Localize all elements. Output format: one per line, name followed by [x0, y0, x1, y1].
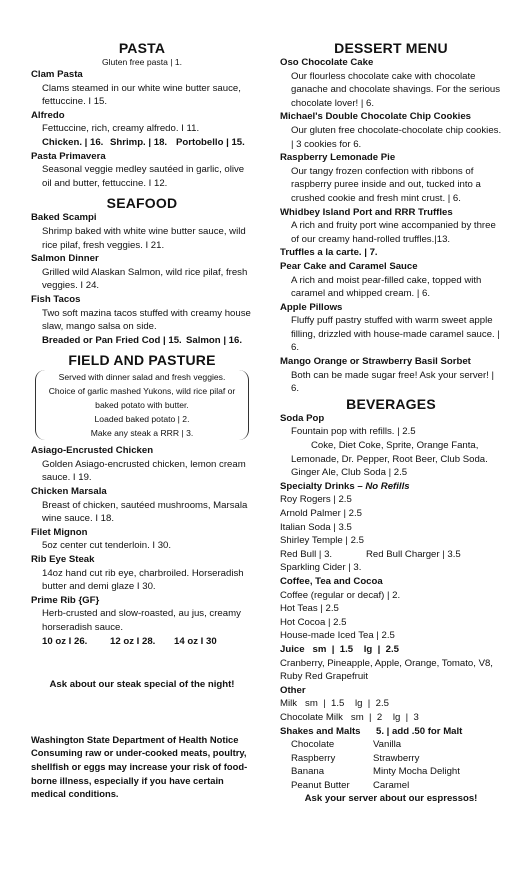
drink-line: Shirley Temple | 2.5	[280, 535, 364, 547]
item-desc: A rich and fruity port wine accompanied by three of our creamy hand-rolled truffles.|13.	[291, 220, 496, 245]
drink-line: Red Bull Charger | 3.5	[366, 548, 461, 560]
menu-item	[31, 109, 253, 150]
steak-special: Ask about our steak special of the night!	[49, 679, 235, 691]
option: Chicken. | 16.	[42, 136, 104, 148]
espresso-note: Ask your server about our espressos!	[304, 793, 478, 805]
item-name: Salmon Dinner	[31, 253, 99, 265]
item-desc: A rich and moist pear-filled cake, topped with caramel and whipped cream. | 6.	[291, 274, 482, 300]
left-column	[31, 40, 253, 801]
right-column	[280, 40, 502, 806]
sides-box	[35, 370, 249, 440]
shakes-price: 5. | add .50 for Malt	[376, 725, 463, 737]
item-name: Mango Orange or Strawberry Basil Sorbet	[280, 356, 471, 368]
item-name: Fish Tacos	[31, 293, 81, 305]
shake-flavors	[280, 738, 502, 792]
item-desc: Fluffy puff pastry stuffed with warm sweet apple filling, drizzled with house-made caramel sauce. | 6.	[291, 315, 500, 354]
menu-item	[280, 151, 502, 205]
item-name: Asiago-Encrusted Chicken	[31, 445, 154, 457]
item-name: Apple Pillows	[280, 301, 343, 313]
item-name: Filet Mignon	[31, 526, 88, 538]
option: 10 oz I 26.	[42, 635, 88, 647]
menu-item	[31, 211, 253, 252]
menu-item	[280, 260, 502, 301]
option: 12 oz I 28.	[110, 635, 156, 647]
item-name: Pear Cake and Caramel Sauce	[280, 260, 418, 272]
flavor: Vanilla	[373, 739, 402, 751]
item-desc: Our tangy frozen confection with ribbons of raspberry puree inside and out, tucked into a crushed cookie and fresh mint crust. | 6.	[291, 165, 481, 204]
menu-item	[280, 110, 502, 151]
drink-line: Hot Cocoa | 2.5	[280, 616, 347, 628]
soda-heading: Soda Pop	[280, 412, 325, 424]
other-heading: Other	[280, 684, 306, 696]
sides-line: Served with dinner salad and fresh veggies.	[58, 372, 226, 383]
menu-item	[280, 206, 502, 247]
flavor: Strawberry	[373, 752, 420, 764]
drink-line: Italian Soda | 3.5	[280, 521, 352, 533]
coffee-heading: Coffee, Tea and Cocoa	[280, 575, 383, 587]
menu-item	[31, 594, 253, 648]
flavor: Minty Mocha Delight	[373, 766, 460, 778]
item-desc: Our gluten free chocolate-chocolate chip cookies. | 3 cookies for 6.	[291, 124, 502, 150]
drink-line: House-made Iced Tea | 2.5	[280, 630, 395, 642]
item-desc: Two soft mazina tacos stuffed with creamy house slaw, mango salsa on side.	[42, 307, 251, 333]
item-name: Whidbey Island Port and RRR Truffles	[280, 206, 453, 218]
pasta-heading: PASTA	[118, 40, 166, 56]
flavor: Banana	[291, 766, 325, 778]
item-desc: Grilled wild Alaskan Salmon, wild rice pilaf, fresh veggies. I 24.	[42, 266, 248, 292]
item-desc: 5oz center cut tenderloin. I 30.	[42, 540, 172, 552]
flavor: Raspberry	[291, 752, 336, 764]
drink-line: Arnold Palmer | 2.5	[280, 508, 362, 519]
specialty-heading	[280, 480, 502, 494]
juice-heading: Juice sm | 1.5 lg | 2.5	[280, 643, 399, 655]
item-desc: Shrimp baked with white wine butter sauce, wild rice pilaf, fresh veggies. I 21.	[42, 225, 246, 251]
item-name: Chicken Marsala	[31, 486, 107, 498]
ginger-line: Ginger Ale, Club Soda | 2.5	[291, 467, 408, 479]
menu-item	[280, 56, 502, 110]
item-options	[31, 334, 253, 348]
item-desc: Clams steamed in our white wine butter sauce, fettuccine. I 15.	[42, 82, 241, 108]
seafood-heading: SEAFOOD	[106, 195, 178, 212]
item-desc: Our flourless chocolate cake with chocolate ganache and chocolate shavings. For the serious chocolate lover! | 6.	[291, 70, 501, 109]
menu-item	[280, 301, 502, 355]
dessert-heading: DESSERT MENU	[334, 40, 448, 56]
option: Breaded or Pan Fried Cod | 15.	[42, 334, 182, 346]
item-name: Clam Pasta	[31, 69, 83, 80]
menu-item	[31, 444, 253, 485]
field-heading: FIELD AND PASTURE	[68, 352, 216, 369]
drink-line: Chocolate Milk sm | 2 lg | 3	[280, 711, 419, 723]
redbull-row	[280, 548, 502, 562]
option: Portobello | 15.	[176, 136, 245, 148]
specialty-title: Specialty Drinks –	[280, 480, 366, 492]
item-options	[31, 635, 253, 649]
item-options	[31, 136, 253, 150]
drink-line: Milk sm | 1.5 lg | 2.5	[280, 698, 389, 710]
option: Shrimp. | 18.	[110, 136, 168, 148]
menu-item	[31, 553, 253, 594]
gluten-free-note: Gluten free pasta | 1.	[101, 57, 183, 67]
flavor: Caramel	[373, 779, 410, 791]
item-name: Alfredo	[31, 109, 65, 121]
sides-line: Loaded baked potato | 2.	[94, 414, 190, 425]
item-name: Pasta Primavera	[31, 150, 106, 162]
item-name: Rib Eye Steak	[31, 554, 95, 566]
health-notice: Washington State Department of Health Notice Consuming raw or under-cooked meats, poultry, shellfish or eggs may increase your risk of food-borne illness, especially if you have certain medical conditions.	[31, 733, 248, 800]
menu-item	[31, 150, 253, 191]
item-desc: Herb-crusted and slow-roasted, au jus, creamy horseradish sauce.	[42, 608, 241, 633]
item-name: Prime Rib {GF}	[31, 594, 100, 606]
sides-line: Choice of garlic mashed Yukons, wild rice pilaf or baked potato with butter.	[48, 386, 236, 411]
item-name: Raspberry Lemonade Pie	[280, 152, 396, 164]
item-name: Michael's Double Chocolate Chip Cookies	[280, 111, 471, 123]
specialty-note: No Refills	[365, 480, 410, 492]
drink-line: Red Bull | 3.	[280, 548, 333, 560]
fountain-line: Fountain pop with refills. | 2.5	[291, 426, 416, 438]
menu-item	[31, 252, 253, 293]
shakes-title: Shakes and Malts	[280, 725, 361, 737]
drink-line: Sparkling Cider | 3.	[280, 562, 362, 574]
flavor: Peanut Butter	[291, 779, 350, 791]
sides-line: Make any steak a RRR | 3.	[90, 428, 194, 439]
option: 14 oz I 30	[174, 635, 217, 647]
juice-list: Cranberry, Pineapple, Apple, Orange, Tomato, V8, Ruby Red Grapefruit	[280, 657, 493, 683]
item-desc: 14oz hand cut rib eye, charbroiled. Horseradish butter and demi glaze I 30.	[42, 567, 244, 593]
item-desc: Breast of chicken, sautéed mushrooms, Marsala wine sauce. I 18.	[42, 499, 248, 525]
menu-item	[31, 526, 253, 553]
drink-line: Roy Rogers | 2.5	[280, 494, 352, 506]
option: Salmon | 16.	[186, 334, 243, 346]
item-desc: Both can be made sugar free! Ask your server! | 6.	[291, 369, 494, 395]
menu-item	[280, 355, 502, 396]
item-name: Oso Chocolate Cake	[280, 57, 374, 68]
beverages-heading: BEVERAGES	[346, 395, 436, 412]
shakes-heading	[280, 725, 502, 739]
menu-item	[31, 485, 253, 526]
drink-line: Hot Teas | 2.5	[280, 603, 339, 615]
item-name: Truffles a la carte. | 7.	[280, 247, 378, 259]
drink-line: Coffee (regular or decaf) | 2.	[280, 589, 401, 601]
item-desc: Seasonal veggie medley sautéed in garlic, olive oil and butter, fettuccine. I 12.	[42, 164, 245, 189]
fountain-list: Coke, Diet Coke, Sprite, Orange Fanta, Lemonade, Dr. Pepper, Root Beer, Club Soda.	[291, 440, 488, 465]
item-name: Baked Scampi	[31, 212, 97, 224]
item-desc: Fettuccine, rich, creamy alfredo. I 11.	[42, 123, 200, 135]
menu-item	[31, 293, 253, 347]
item-desc: Golden Asiago-encrusted chicken, lemon cream sauce. I 19.	[42, 458, 246, 484]
flavor: Chocolate	[291, 739, 335, 751]
menu-item	[31, 68, 253, 109]
